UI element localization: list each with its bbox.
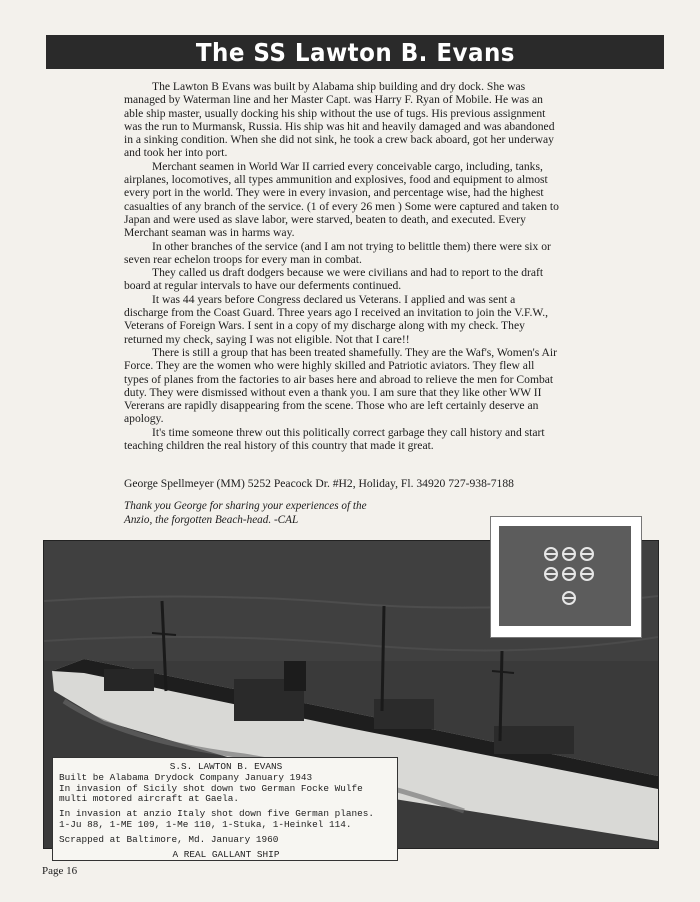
paragraph: Merchant seamen in World War II carried every conceivable cargo, including, tanks, airplanes, locomotives, all types ammunition and explosives, food and equipment to almost every port in the world. They were in every invasion, and percentage wise, had the highest casualties of any branch of the service. (1 of every 26 men ) Some were captured and taken to Japan and were used as slave labor, were starved, beaten to death, and executed. Every Merchant seaman was in harms way. — [124, 159, 559, 240]
paragraph: There is still a group that has been treated shamefully. They are the Waf's, Women's Air Force. They are the women who were highly skilled and Patriotic aviators. They flew all types of planes from the factories to air bases here and abroad to relieve the men for Combat duty. They were dismissed without even a thank you. I am sure that they like other WW II Vererans are rapidly disappearing from the scene. Those who are left certainly deserve an apology. — [124, 345, 557, 426]
author-signature: George Spellmeyer (MM) 5252 Peacock Dr. #H2, Holiday, Fl. 34920 727-938-7188 — [124, 477, 514, 490]
title-banner — [46, 35, 664, 69]
page-number: Page 16 — [42, 865, 78, 877]
caption-title: S.S. LAWTON B. EVANS — [169, 761, 283, 772]
caption-scrapped: Scrapped at Baltimore, Md. January 1960 — [59, 833, 279, 845]
inset-photo-frame — [490, 516, 642, 638]
page-title: The SS Lawton B. Evans — [195, 37, 515, 67]
caption-line: In invasion of Sicily shot down two German Focke Wulfe — [59, 782, 363, 794]
paragraph: It's time someone threw out this politically correct garbage they call history and start teaching children the real history of this country that made it great. — [124, 425, 545, 453]
photo-caption-box — [52, 757, 398, 861]
kill-markings-illustration — [499, 526, 631, 626]
paragraph: In other branches of the service (and I am not trying to belittle them) there were six or seven rear echelon troops for every man in combat. — [124, 239, 551, 266]
paragraph: It was 44 years before Congress declared us Veterans. I applied and was sent a discharge from the Coast Guard. Three years ago I received an invitation to join the V.F.W., Veterans of Foreign Wars. I sent in a copy of my discharge along with my check. They returned my check, saying I was not eligible. Not that I care!! — [124, 292, 549, 346]
inset-photo — [499, 526, 631, 626]
caption-line: In invasion at anzio Italy shot down five German planes. — [59, 808, 375, 820]
article-body — [124, 80, 560, 452]
paragraph: The Lawton B Evans was built by Alabama ship building and dry dock. She was managed by Waterman line and her Master Capt. was Harry F. Ryan of Mobile. He was an able ship master, usually docking his ship without the use of tugs. His previous assignment was the run to Murmansk, Russia. His ship was hit and heavily damaged and was abandoned in a sinking condition. When she did not sink, he took a crew back aboard, got her underway and took her into port. — [124, 80, 555, 160]
paragraph: They called us draft dodgers because we were civilians and had to report to the draft board at regular intervals to have our deferments continued. — [124, 266, 544, 293]
caption-tagline: A REAL GALLANT SHIP — [172, 848, 280, 860]
caption-line: Built be Alabama Drydock Company January 1943 — [59, 771, 313, 783]
caption-line: 1-Ju 88, 1-ME 109, 1-Me 110, 1-Stuka, 1-Heinkel 114. — [59, 818, 352, 830]
editor-thanks-note: Thank you George for sharing your experiences of the Anzio, the forgotten Beach-head. -CAL — [124, 500, 367, 526]
caption-line: multi motored aircraft at Gaela. — [59, 793, 240, 805]
